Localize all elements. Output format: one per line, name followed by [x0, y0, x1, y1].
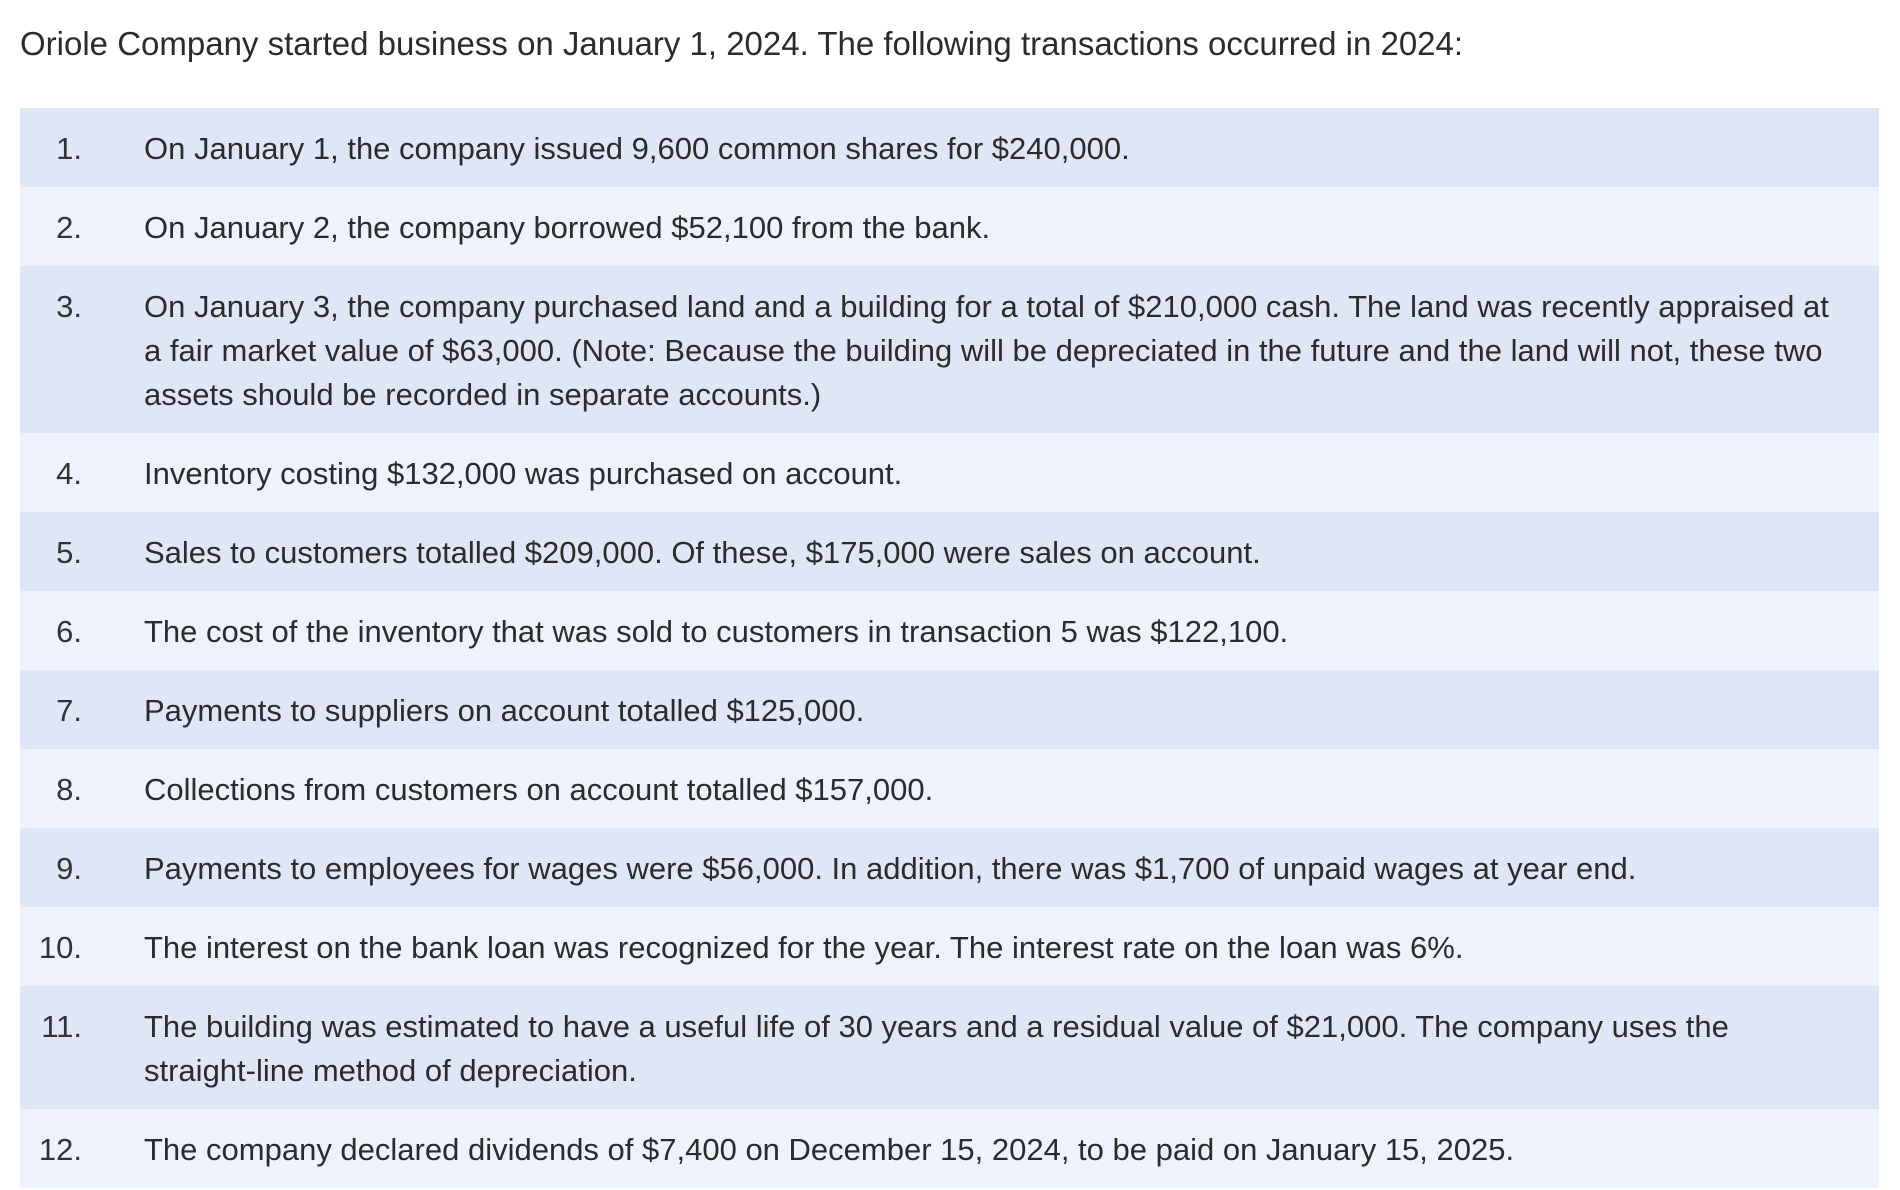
transaction-number: 8. — [56, 772, 82, 807]
transaction-row — [20, 670, 1879, 749]
transaction-row — [20, 512, 1879, 591]
transaction-row — [20, 828, 1879, 907]
transaction-number: 9. — [56, 851, 82, 886]
transaction-row — [20, 907, 1879, 986]
transaction-row — [20, 433, 1879, 512]
transaction-row — [20, 266, 1879, 433]
transaction-text: On January 2, the company borrowed $52,100 from the bank. — [144, 210, 991, 245]
transaction-number: 2. — [56, 210, 82, 245]
transaction-text: Collections from customers on account totalled $157,000. — [144, 772, 934, 807]
transaction-text: The building was estimated to have a useful life of 30 years and a residual value of $21,000. The company uses the straight-line method of depreciation. — [144, 1009, 1729, 1088]
transaction-text: On January 3, the company purchased land and a building for a total of $210,000 cash. The land was recently appraised at a fair market value of $63,000. (Note: Because the building will be depreciated in the future and the land will not, these two assets should be recorded in separate accounts.) — [144, 289, 1829, 412]
transaction-number: 3. — [56, 289, 82, 324]
transaction-number: 7. — [56, 693, 82, 728]
transaction-row — [20, 749, 1879, 828]
transaction-number: 4. — [56, 456, 82, 491]
transaction-text: Sales to customers totalled $209,000. Of these, $175,000 were sales on account. — [144, 535, 1261, 570]
transaction-row — [20, 986, 1879, 1109]
transaction-text: The interest on the bank loan was recognized for the year. The interest rate on the loan was 6%. — [144, 930, 1464, 965]
transaction-row — [20, 591, 1879, 670]
transaction-number: 11. — [41, 1009, 82, 1044]
transaction-number: 6. — [56, 614, 82, 649]
transaction-text: On January 1, the company issued 9,600 common shares for $240,000. — [144, 131, 1130, 166]
transaction-text: Payments to suppliers on account totalled $125,000. — [144, 693, 865, 728]
transaction-row — [20, 1109, 1879, 1188]
transaction-number: 12. — [38, 1132, 82, 1167]
transaction-row — [20, 108, 1879, 187]
transaction-number: 1. — [56, 131, 82, 166]
transaction-number: 10. — [38, 930, 82, 965]
transaction-text: Inventory costing $132,000 was purchased on account. — [144, 456, 903, 491]
transaction-list — [20, 108, 1879, 1188]
transaction-text: The company declared dividends of $7,400 on December 15, 2024, to be paid on January 15, 2025. — [144, 1132, 1515, 1167]
transaction-number: 5. — [56, 535, 82, 570]
transaction-row — [20, 187, 1879, 266]
transaction-text: The cost of the inventory that was sold to customers in transaction 5 was $122,100. — [144, 614, 1289, 649]
intro-text: Oriole Company started business on January 1, 2024. The following transactions occurred in 2024: — [20, 25, 1464, 62]
transaction-text: Payments to employees for wages were $56,000. In addition, there was $1,700 of unpaid wages at year end. — [144, 851, 1637, 886]
